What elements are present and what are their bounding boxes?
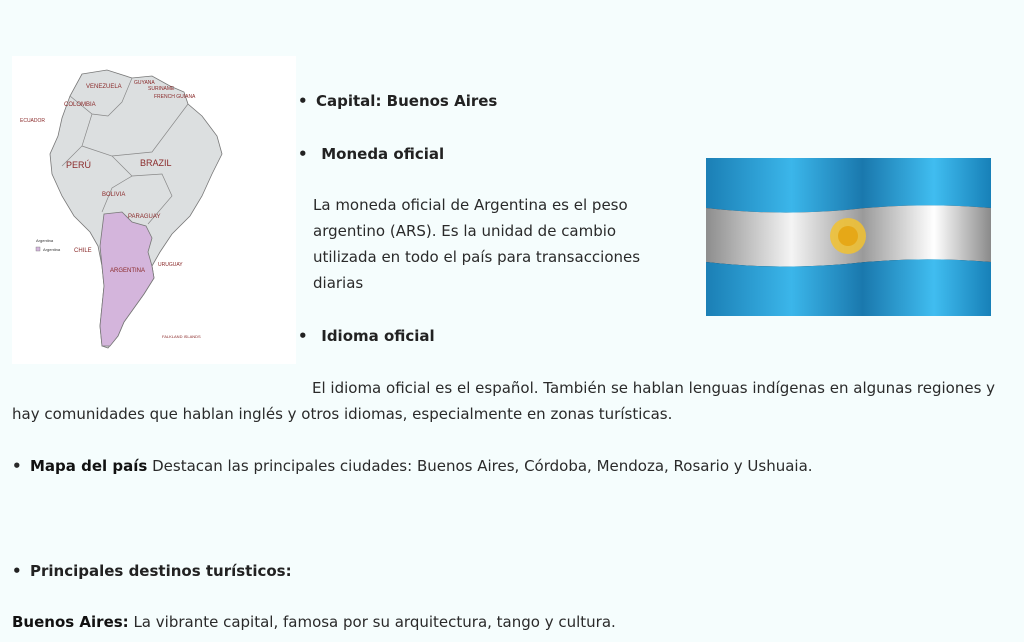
- label-ecuador: ECUADOR: [20, 118, 46, 124]
- idioma-label: Idioma oficial: [321, 327, 435, 345]
- mapa-label: Mapa del país: [30, 457, 148, 475]
- capital-item: [298, 92, 497, 110]
- label-guyana: GUYANA: [134, 80, 155, 86]
- label-falkland: FALKLAND ISLANDS: [162, 334, 201, 339]
- flag-graphic: [706, 158, 991, 316]
- legend-swatch: [36, 247, 40, 251]
- label-venezuela: VENEZUELA: [86, 84, 122, 90]
- label-bolivia: BOLIVIA: [102, 192, 126, 198]
- destinos-item: [12, 562, 292, 580]
- moneda-item: [298, 145, 444, 163]
- continent-land: [50, 70, 222, 348]
- bullet-dot: •: [12, 562, 22, 580]
- buenos-aires-text: La vibrante capital, famosa por su arquitectura, tango y cultura.: [133, 613, 616, 631]
- sun-of-may-icon: [830, 218, 866, 254]
- idioma-item: [298, 327, 435, 345]
- bullet-dot: •: [298, 92, 308, 110]
- mapa-item: [12, 453, 1012, 479]
- label-argentina: ARGENTINA: [110, 268, 146, 274]
- label-peru: PERÚ: [66, 160, 92, 170]
- south-america-map: [12, 56, 296, 364]
- destinos-label: Principales destinos turísticos:: [30, 562, 292, 580]
- map-graphic: [12, 56, 296, 364]
- flag-stripe-top: [706, 158, 991, 213]
- mapa-text: Destacan las principales ciudades: Buenos Aires, Córdoba, Mendoza, Rosario y Ushuaia.: [152, 457, 813, 475]
- label-suriname: SURINAME: [148, 86, 175, 92]
- flag-stripe-bottom: [706, 259, 991, 316]
- label-chile: CHILE: [74, 248, 92, 254]
- idioma-text: El idioma oficial es el español. También se hablan lenguas indígenas en algunas regiones y hay comunidades que hablan inglés y otros idiomas, especialmente en zonas turísticas.: [12, 379, 996, 423]
- legend-item: Argentina: [43, 247, 61, 252]
- legend-title: Argentina: [36, 238, 54, 243]
- bullet-dot: •: [12, 457, 22, 475]
- bullet-dot: •: [298, 145, 308, 163]
- buenos-aires-label: Buenos Aires:: [12, 613, 129, 631]
- capital-label: Capital: Buenos Aires: [316, 92, 498, 110]
- moneda-text: La moneda oficial de Argentina es el peso argentino (ARS). Es la unidad de cambio utilizada en todo el país para transacciones diarias: [313, 196, 641, 292]
- buenos-aires-item: [12, 609, 1012, 635]
- bullet-dot: •: [298, 327, 308, 345]
- label-uruguay: URUGUAY: [158, 262, 183, 268]
- label-colombia: COLOMBIA: [64, 102, 96, 108]
- label-french-guiana: FRENCH GUIANA: [154, 94, 196, 100]
- label-paraguay: PARAGUAY: [128, 214, 161, 220]
- argentina-region: [100, 212, 154, 346]
- moneda-label: Moneda oficial: [321, 145, 445, 163]
- label-brazil: BRAZIL: [140, 158, 172, 168]
- argentina-flag: [706, 158, 991, 316]
